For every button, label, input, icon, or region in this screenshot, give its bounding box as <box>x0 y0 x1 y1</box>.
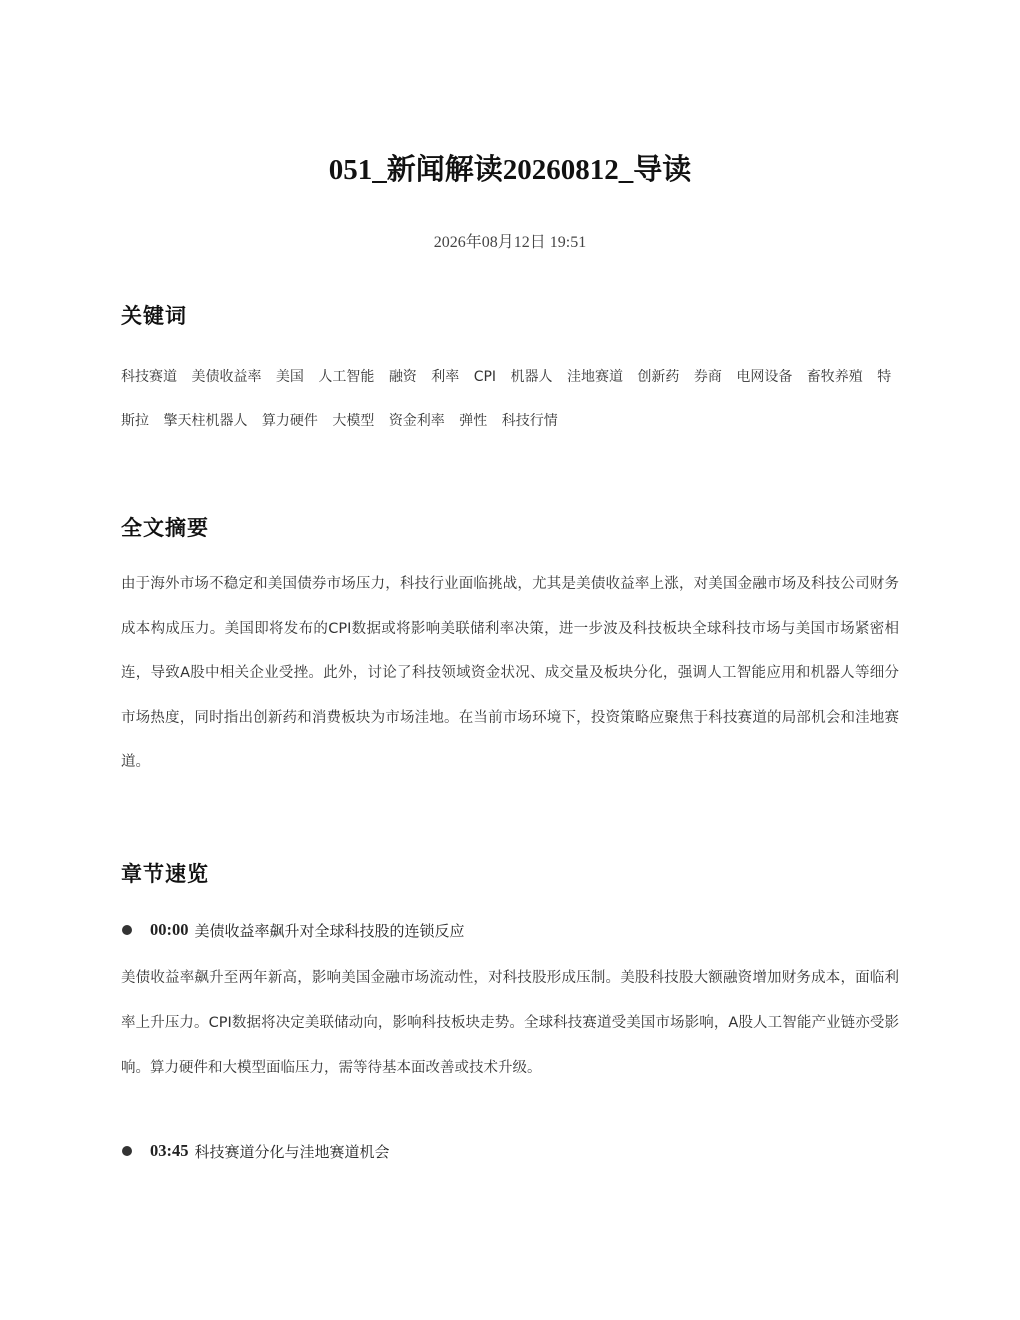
keyword-tag: 科技行情 <box>501 413 558 429</box>
document-date: 2026年08月12日 19:51 <box>433 234 587 251</box>
keyword-tag: 特斯拉 <box>121 369 892 429</box>
keyword-tag: 美债收益率 <box>191 369 262 385</box>
keyword-tag: 算力硬件 <box>261 413 318 429</box>
keyword-tag: 大模型 <box>332 413 375 429</box>
keyword-tag: 机器人 <box>510 369 553 385</box>
chapter-header <box>121 916 899 944</box>
keyword-tag: 美国 <box>275 369 304 385</box>
chapter-title: 美债收益率飙升对全球科技股的连锁反应 <box>194 921 465 940</box>
keyword-tag: 融资 <box>388 369 417 385</box>
keyword-tag: 科技赛道 <box>121 369 177 385</box>
chapter-timestamp[interactable]: 00:00 <box>150 920 189 939</box>
summary-heading: 全文摘要 <box>121 515 209 540</box>
chapter-title: 科技赛道分化与洼地赛道机会 <box>194 1142 390 1161</box>
keyword-tag: 利率 <box>431 369 460 385</box>
keyword-tag: 人工智能 <box>318 369 375 385</box>
document-title: 051_新闻解读20260812_导读 <box>328 154 692 186</box>
chapters-heading: 章节速览 <box>121 861 209 886</box>
summary-text: 由于海外市场不稳定和美国债券市场压力，科技行业面临挑战，尤其是美债收益率上涨，对美国金融市场及科技公司财务成本构成压力。美国即将发布的CPI数据或将影响美联储利率决策，进一步波及科技板块全球科技市场与美国市场紧密相连，导致A股中相关企业受挫。此外，讨论了科技领域资金状况、成交量及板块分化，强调人工智能应用和机器人等细分市场热度，同时指出创新药和消费板块为市场洼地。在当前市场环境下，投资策略应聚焦于科技赛道的局部机会和洼地赛道。 <box>121 576 899 770</box>
chapter-item <box>121 916 899 1091</box>
keyword-tag: 弹性 <box>459 413 488 429</box>
keyword-tag: 擎天柱机器人 <box>163 413 248 429</box>
keywords-heading: 关键词 <box>121 303 187 328</box>
bullet-icon <box>122 1146 132 1156</box>
keyword-tag: 创新药 <box>637 369 680 385</box>
keyword-tag: CPI <box>473 369 497 385</box>
keyword-tag: 电网设备 <box>736 369 793 385</box>
keyword-tag: 洼地赛道 <box>566 369 623 385</box>
keyword-tag: 券商 <box>693 369 722 385</box>
keyword-list <box>121 355 899 443</box>
bullet-icon <box>122 925 132 935</box>
keyword-tag: 资金利率 <box>388 413 445 429</box>
chapter-item <box>121 1137 899 1165</box>
keyword-tag: 畜牧养殖 <box>806 369 863 385</box>
chapter-body: 美债收益率飙升至两年新高，影响美国金融市场流动性，对科技股形成压制。美股科技股大额融资增加财务成本，面临利率上升压力。CPI数据将决定美联储动向，影响科技板块走势。全球科技赛道受美国市场影响，A股人工智能产业链亦受影响。算力硬件和大模型面临压力，需等待基本面改善或技术升级。 <box>121 970 899 1076</box>
chapter-timestamp[interactable]: 03:45 <box>150 1141 189 1160</box>
chapter-header <box>121 1137 899 1165</box>
